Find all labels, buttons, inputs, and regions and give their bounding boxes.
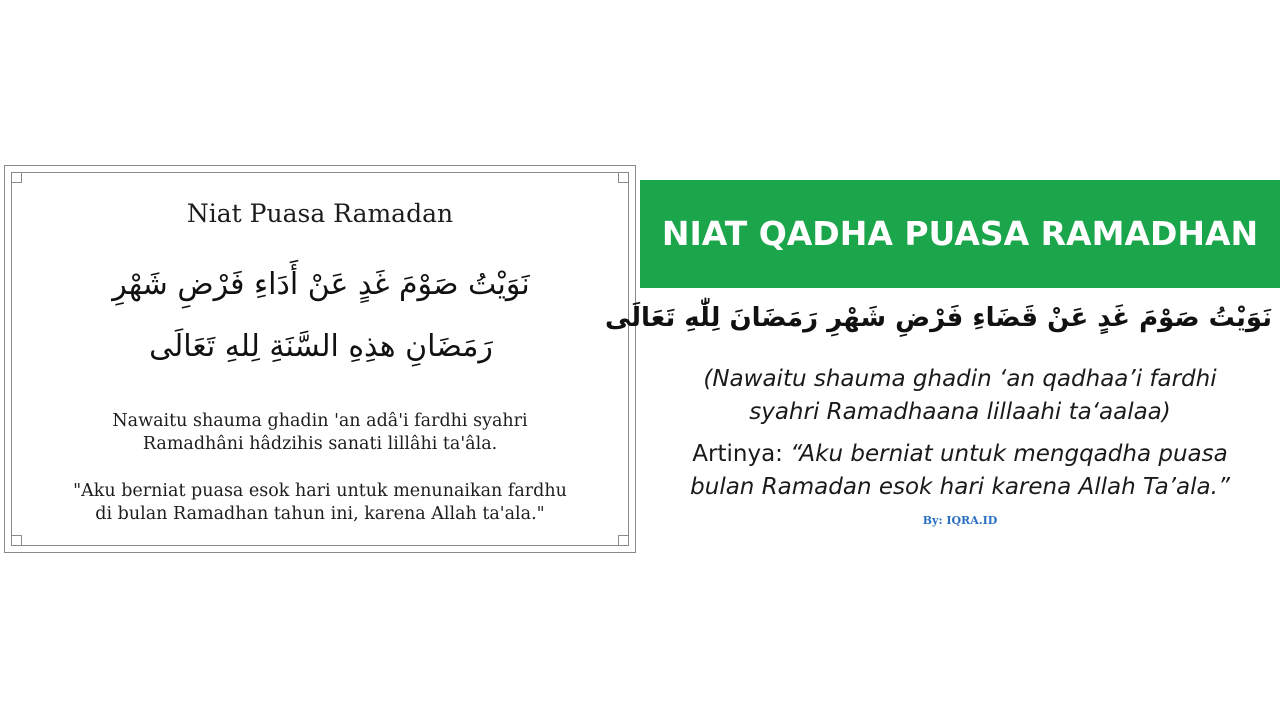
meaning-line: bulan Ramadan esok hari karena Allah Ta’ala.” [690, 474, 1230, 500]
meaning-line: di bulan Ramadhan tahun ini, karena Allah ta'ala." [95, 504, 545, 524]
corner-ornament [11, 172, 22, 183]
meaning-line [640, 438, 1280, 471]
meaning-text [5, 480, 635, 526]
source-credit: By: IQRA.ID [922, 514, 998, 527]
card-title: Niat Puasa Ramadan [186, 199, 454, 228]
meaning-label: Artinya: [692, 441, 791, 467]
corner-ornament [11, 535, 22, 546]
transliteration-text [640, 363, 1280, 429]
arabic-line: نَوَيْتُ صَوْمَ غَدٍ عَنْ أَدَاءِ فَرْضِ شَهْرِ [112, 267, 530, 302]
banner-title: NIAT QADHA PUASA RAMADHAN [661, 214, 1259, 253]
transliteration-line: (Nawaitu shauma ghadin ‘an qadhaa’i fardhi [703, 366, 1217, 392]
corner-ornament [618, 172, 629, 183]
niat-qadha-puasa-card [604, 180, 1280, 540]
transliteration-line: Nawaitu shauma ghadin 'an adâ'i fardhi syahri [112, 411, 528, 431]
meaning-text [640, 438, 1280, 504]
transliteration-line: Ramadhâni hâdzihis sanati lillâhi ta'âla. [142, 434, 498, 454]
arabic-prayer-text [45, 254, 597, 378]
transliteration-line: syahri Ramadhaana lillaahi ta‘aalaa) [749, 399, 1171, 425]
meaning-quote: “Aku berniat untuk mengqadha puasa [790, 441, 1228, 467]
arabic-line: رَمَضَانِ هذِهِ السَّنَةِ لِلهِ تَعَالَى [149, 329, 493, 364]
title-banner [640, 180, 1280, 288]
meaning-line: "Aku berniat puasa esok hari untuk menunaikan fardhu [73, 481, 567, 501]
niat-puasa-ramadan-card [4, 165, 636, 553]
arabic-prayer-text: نَوَيْتُ صَوْمَ غَدٍ عَنْ قَضَاءِ فَرْضِ شَهْرِ رَمَضَانَ لِلّٰهِ تَعَالَى [604, 303, 1272, 333]
corner-ornament [618, 535, 629, 546]
transliteration-text [5, 410, 635, 456]
